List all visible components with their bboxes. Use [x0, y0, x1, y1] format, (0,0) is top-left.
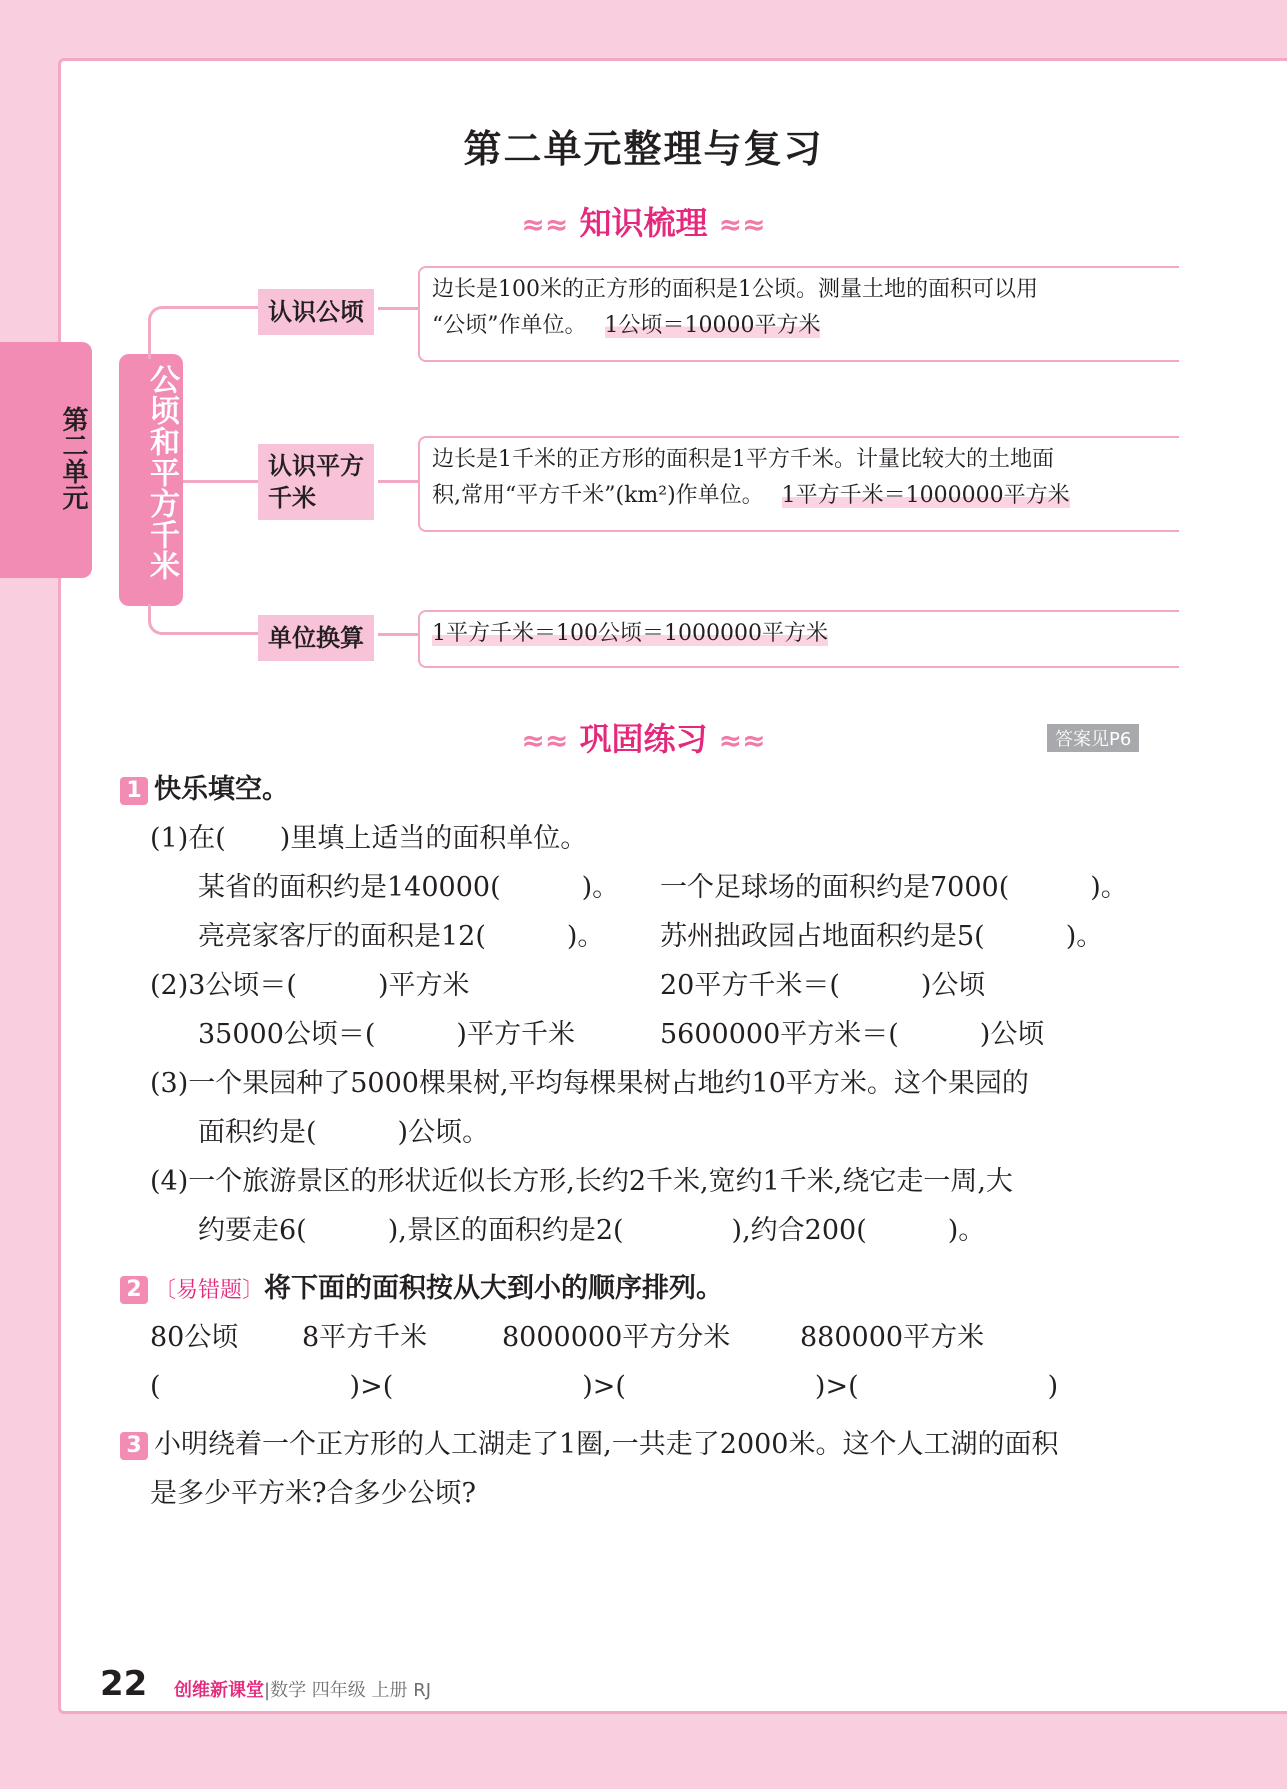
- answer-reference-badge: 答案见P6: [1047, 724, 1139, 752]
- question-number: 3: [120, 1432, 148, 1460]
- branch-content-sqkm: [418, 436, 1179, 532]
- branch-label-line: 千米: [268, 484, 316, 512]
- branch-text: 边长是1千米的正方形的面积是1平方千米。计量比较大的土地面: [432, 447, 1054, 472]
- branch-label-sqkm: [258, 444, 374, 520]
- branch-text: “公顷”作单位。 1公顷＝10000平方米: [432, 313, 821, 338]
- footer-info: [174, 1676, 431, 1702]
- question-title: 将下面的面积按从大到小的顺序排列。: [264, 1273, 724, 1304]
- q1-part1-d: 苏州拙政园占地面积约是5( )。: [660, 921, 1104, 952]
- q2-answer-blanks: ( )>( )>( )>( ): [150, 1371, 1059, 1402]
- section-practice-header: ≈≈ 巩固练习 ≈≈: [521, 720, 766, 758]
- q1-part1-c: 亮亮家客厅的面积是12( )。: [198, 921, 605, 952]
- question-title: 快乐填空。: [154, 774, 289, 805]
- q1-part2-a: (2)3公顷＝( )平方米: [150, 970, 470, 1001]
- branch-label-line: 认识平方: [268, 452, 364, 480]
- branch-text: 边长是100米的正方形的面积是1公顷。测量土地的面积可以用: [432, 277, 1038, 302]
- branch-content-conversion: [418, 610, 1179, 668]
- q1-part2-c: 35000公顷＝( )平方千米: [198, 1019, 575, 1050]
- q2-item: 80公顷: [150, 1322, 239, 1353]
- connector-top: [148, 306, 261, 359]
- q2-item: 8平方千米: [302, 1322, 428, 1353]
- q1-part4-line2: 约要走6( ),景区的面积约是2( ),约合200( )。: [198, 1215, 986, 1246]
- q1-part3-line2: 面积约是( )公顷。: [198, 1117, 490, 1148]
- section-knowledge-header: ≈≈ 知识梳理 ≈≈: [521, 204, 766, 242]
- page-number: 22: [100, 1664, 148, 1704]
- branch-label-hectare: 认识公顷: [258, 289, 374, 335]
- branch-line-1: [378, 307, 418, 310]
- q1-part1-b: 一个足球场的面积约是7000( )。: [660, 872, 1128, 903]
- question-number: 1: [120, 777, 148, 805]
- footer-brand: 创维新课堂: [174, 1680, 264, 1701]
- connector-bottom: [148, 604, 261, 635]
- question-text: 小明绕着一个正方形的人工湖走了1圈,一共走了2000米。这个人工湖的面积: [154, 1429, 1059, 1460]
- q1-part2-b: 20平方千米＝( )公顷: [660, 970, 986, 1001]
- branch-line-3: [378, 633, 418, 636]
- unit-side-tab: [0, 342, 92, 578]
- wave-left-icon: ≈: [521, 208, 545, 241]
- branch-text: 1平方千米＝100公顷＝1000000平方米: [432, 621, 828, 646]
- mindmap-center-label: 公顷和平方千米: [144, 364, 179, 581]
- error-prone-tag: 〔易错题〕: [154, 1278, 265, 1303]
- footer-book-info: 数学 四年级 上册 RJ: [270, 1680, 432, 1701]
- connector-middle: [183, 480, 258, 483]
- branch-content-hectare: [418, 266, 1179, 362]
- q1-part1-a: 某省的面积约是140000( )。: [198, 872, 620, 903]
- question-number: 2: [120, 1276, 148, 1304]
- q2-item: 8000000平方分米: [502, 1322, 731, 1353]
- question-3-line1: [120, 1425, 1058, 1465]
- q1-part2-d: 5600000平方米＝( )公顷: [660, 1019, 1045, 1050]
- section-knowledge-title: 知识梳理: [579, 204, 708, 242]
- branch-label-conversion: 单位换算: [258, 615, 374, 661]
- footer-separator: |: [264, 1680, 271, 1701]
- wave-right-icon: ≈: [718, 208, 743, 241]
- question-1-heading: [120, 770, 289, 810]
- branch-text: 积,常用“平方千米”(km²)作单位。 1平方千米＝1000000平方米: [432, 483, 1070, 508]
- question-2-heading: [120, 1269, 723, 1311]
- question-3-line2: 是多少平方米?合多少公顷?: [150, 1478, 476, 1509]
- page-title: 第二单元整理与复习: [463, 127, 824, 171]
- unit-side-tab-label: 第二单元: [58, 406, 88, 510]
- mindmap-center: [119, 354, 183, 606]
- section-practice-title: 巩固练习: [579, 720, 708, 758]
- q1-part3-line1: (3)一个果园种了5000棵果树,平均每棵果树占地约10平方米。这个果园的: [150, 1068, 1029, 1099]
- q1-part4-line1: (4)一个旅游景区的形状近似长方形,长约2千米,宽约1千米,绕它走一周,大: [150, 1166, 1013, 1197]
- branch-line-2: [378, 480, 418, 483]
- q1-part1: (1)在( )里填上适当的面积单位。: [150, 823, 588, 854]
- q2-item: 880000平方米: [800, 1322, 985, 1353]
